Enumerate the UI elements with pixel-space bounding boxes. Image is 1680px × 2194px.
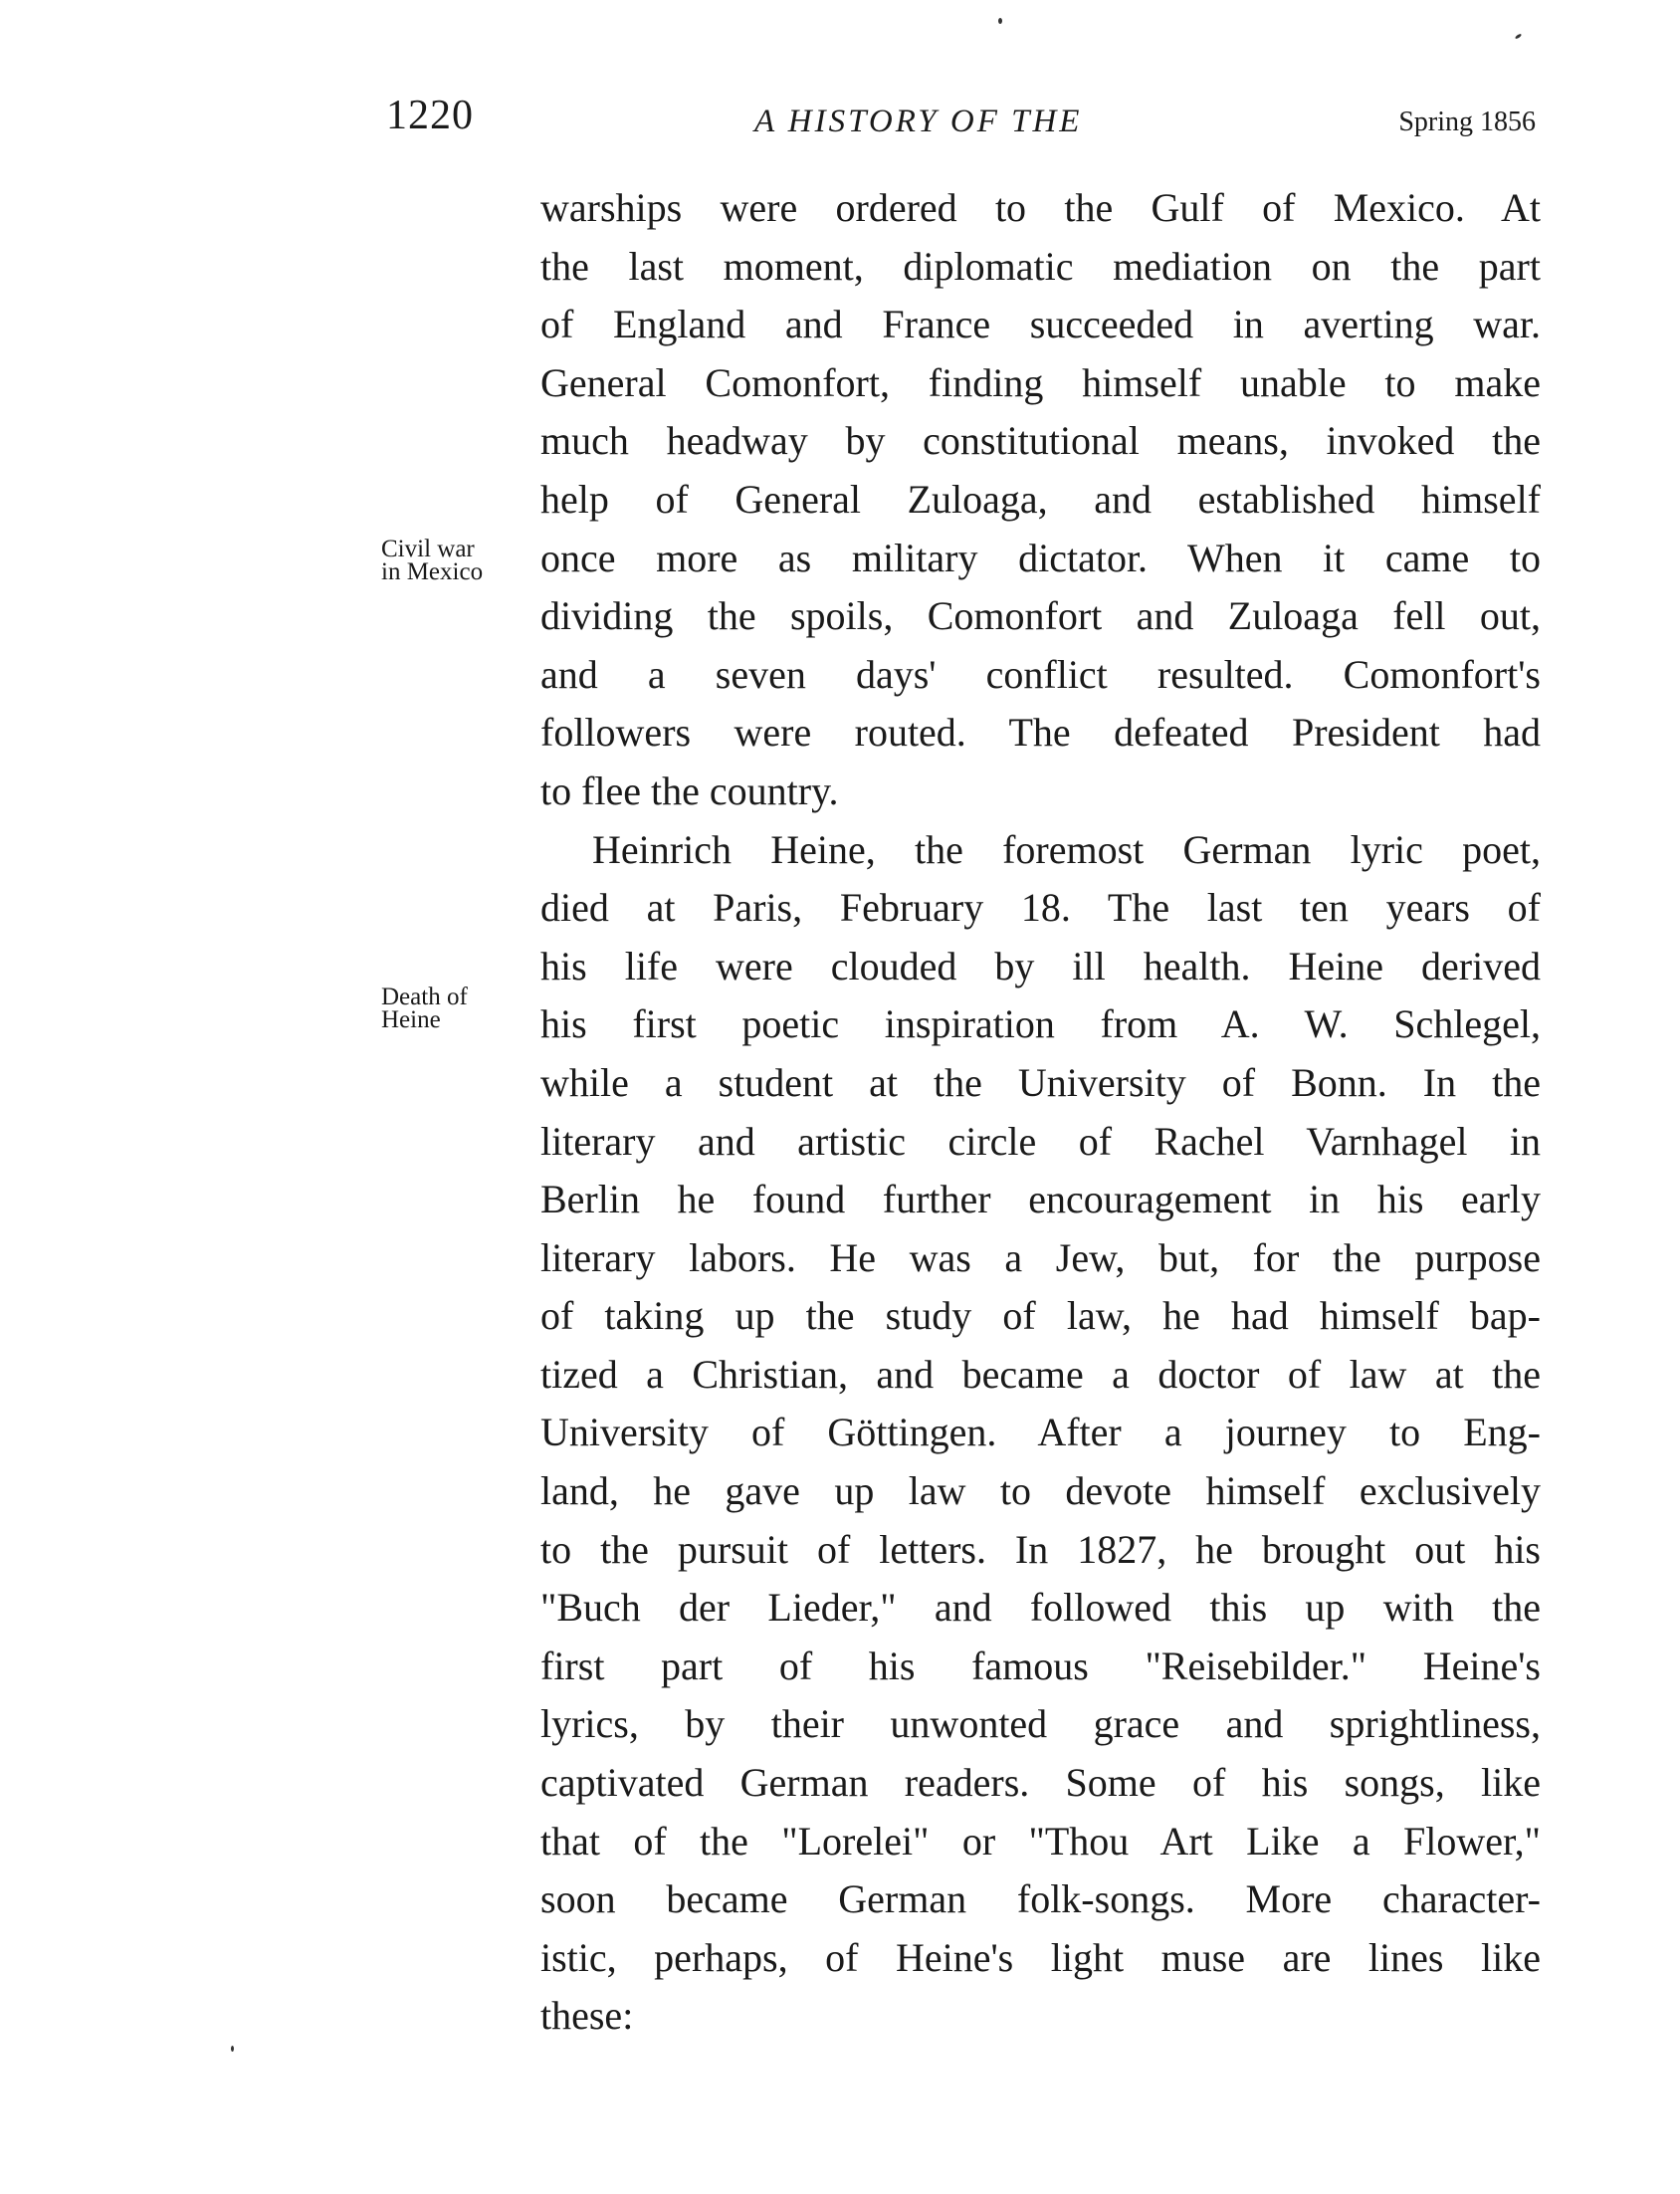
text-line: followers were routed. The defeated President had [540, 710, 1541, 756]
text-line: soon became German folk-songs. More character- [540, 1876, 1541, 1922]
text-line: of taking up the study of law, he had himself bap- [540, 1293, 1541, 1339]
text-line: land, he gave up law to devote himself exclusively [540, 1468, 1541, 1514]
text-line: University of Göttingen. After a journey to Eng- [540, 1410, 1541, 1455]
scan-speck [231, 2046, 234, 2052]
running-title: A HISTORY OF THE [754, 104, 1083, 139]
text-line: while a student at the University of Bonn. In the [540, 1059, 1541, 1105]
text-line: literary labors. He was a Jew, but, for the purpose [540, 1234, 1541, 1280]
text-line: help of General Zuloaga, and established himself [540, 476, 1541, 522]
text-line: died at Paris, February 18. The last ten years of [540, 885, 1541, 931]
text-line: dividing the spoils, Comonfort and Zuloaga fell out, [540, 593, 1541, 639]
margin-note-line: in Mexico [381, 558, 484, 585]
text-line: to the pursuit of letters. In 1827, he brought out his [540, 1526, 1541, 1572]
text-line: once more as military dictator. When it came to [540, 535, 1541, 580]
text-line: Heinrich Heine, the foremost German lyric poet, [592, 826, 1541, 872]
text-line: captivated German readers. Some of his songs, like [540, 1760, 1541, 1806]
text-line: these: [540, 1993, 634, 2039]
text-line: to flee the country. [540, 768, 839, 813]
text-line: first part of his famous "Reisebilder." Heine's [540, 1643, 1541, 1688]
paragraph-mexico [540, 179, 1541, 821]
text-line: the last moment, diplomatic mediation on the part [540, 243, 1541, 289]
margin-note-line: Death of [381, 984, 468, 1010]
margin-note-civil-war [381, 538, 521, 583]
text-line: warships were ordered to the Gulf of Mexico. At [540, 185, 1541, 230]
page-number: 1220 [386, 93, 474, 138]
running-date: Spring 1856 [1398, 107, 1536, 137]
scan-speck [1515, 33, 1522, 39]
body-text [540, 179, 1541, 2046]
scan-speck [998, 18, 1002, 24]
margin-note-line: Civil war [381, 536, 475, 562]
text-line: istic, perhaps, of Heine's light muse are lines like [540, 1934, 1541, 1980]
text-line: much headway by constitutional means, invoked the [540, 418, 1541, 464]
margin-note-death-of-heine [381, 986, 521, 1031]
text-line: tized a Christian, and became a doctor of law at the [540, 1351, 1541, 1397]
text-line: "Buch der Lieder," and followed this up with the [540, 1585, 1541, 1631]
text-line: literary and artistic circle of Rachel Varnhagel in [540, 1118, 1541, 1164]
paragraph-heine [540, 821, 1541, 2046]
text-line: his life were clouded by ill health. Heine derived [540, 943, 1541, 988]
text-line: lyrics, by their unwonted grace and sprightliness, [540, 1701, 1541, 1747]
margin-note-line: Heine [381, 1006, 441, 1033]
text-line: of England and France succeeded in averting war. [540, 302, 1541, 347]
text-line: and a seven days' conflict resulted. Comonfort's [540, 651, 1541, 697]
running-header [386, 92, 1536, 151]
text-line: that of the "Lorelei" or "Thou Art Like a Flower," [540, 1818, 1541, 1864]
text-line: his first poetic inspiration from A. W. Schlegel, [540, 1001, 1541, 1047]
text-line: General Comonfort, finding himself unable to make [540, 359, 1541, 405]
text-line: Berlin he found further encouragement in his early [540, 1177, 1541, 1222]
